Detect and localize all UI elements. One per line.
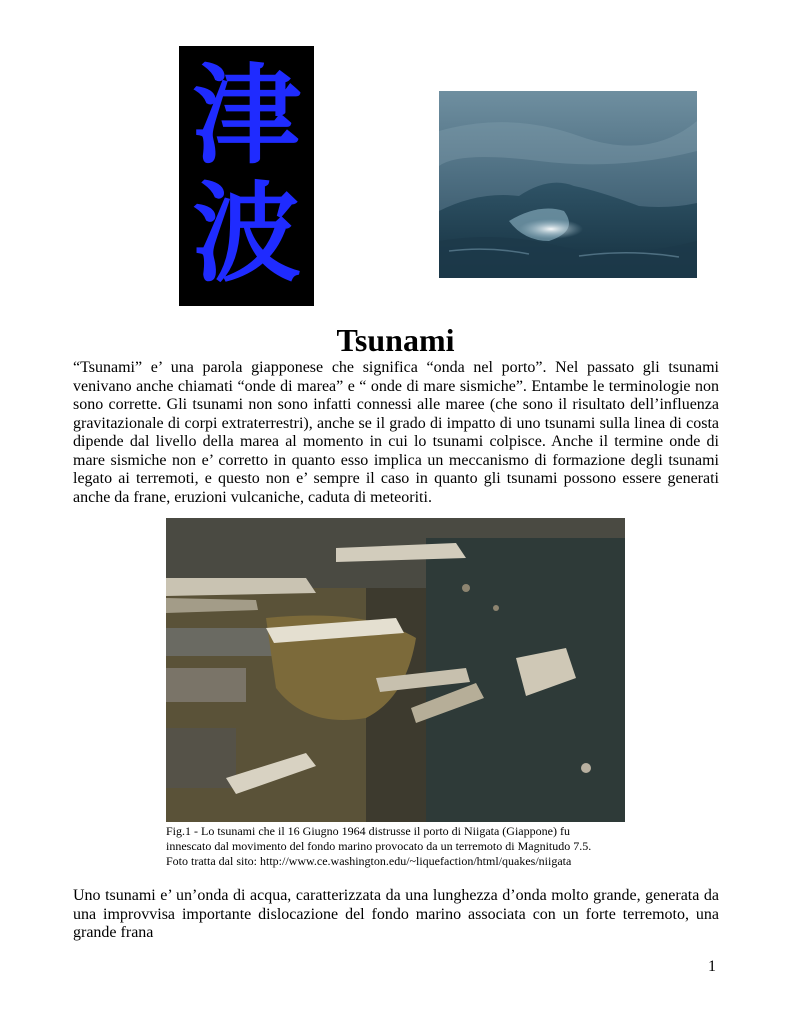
caption-line: Fig.1 - Lo tsunami che il 16 Giugno 1964 distrusse il porto di Niigata (Giappone) fu (166, 824, 570, 838)
definition-paragraph: Uno tsunami e’ un’onda di acqua, caratterizzata da una lunghezza d’onda molto grande, generata da una improvvisa importante dislocazione del fondo marino associata con un forte terremoto, una grande frana (73, 887, 719, 941)
figure-caption (166, 824, 636, 869)
kanji-tsu: 津 (192, 54, 301, 179)
caption-line: Foto tratta dal sito: http://www.ce.washington.edu/~liquefaction/html/quakes/niigata (166, 854, 572, 868)
niigata-harbor-photo (166, 518, 625, 822)
tsunami-kanji-image (179, 46, 314, 306)
kanji-nami: 波 (192, 172, 301, 297)
page-title: Tsunami (336, 322, 455, 358)
page-number: 1 (708, 958, 716, 975)
intro-paragraph: “Tsunami” e’ una parola giapponese che significa “onda nel porto”. Nel passato gli tsunami venivano anche chiamati “onde di marea” e “ onde di mare sismiche”. Entambe le terminologie non sono corrette. Gli tsunami non sono infatti connessi alle maree (che sono il risultato dell’influenza gravitazionale di corpi extraterrestri), anche se il grado di impatto di uno tsunami sulla linea di costa dipende dal livello della marea al momento in cui lo tsunami colpisce. Anche il termine onde di mare sismiche non e’ corretto in quanto esso implica un meccanismo di formazione degli tsunami legato ai terremoti, e questo non e’ sempre il caso in quanto gli tsunami possono essere generati anche da frane, eruzioni vulcaniche, caduta di meteoriti. (73, 359, 719, 506)
stormy-sea-painting (439, 91, 697, 278)
caption-line: innescato dal movimento del fondo marino provocato da un terremoto di Magnitudo 7.5. (166, 839, 592, 853)
